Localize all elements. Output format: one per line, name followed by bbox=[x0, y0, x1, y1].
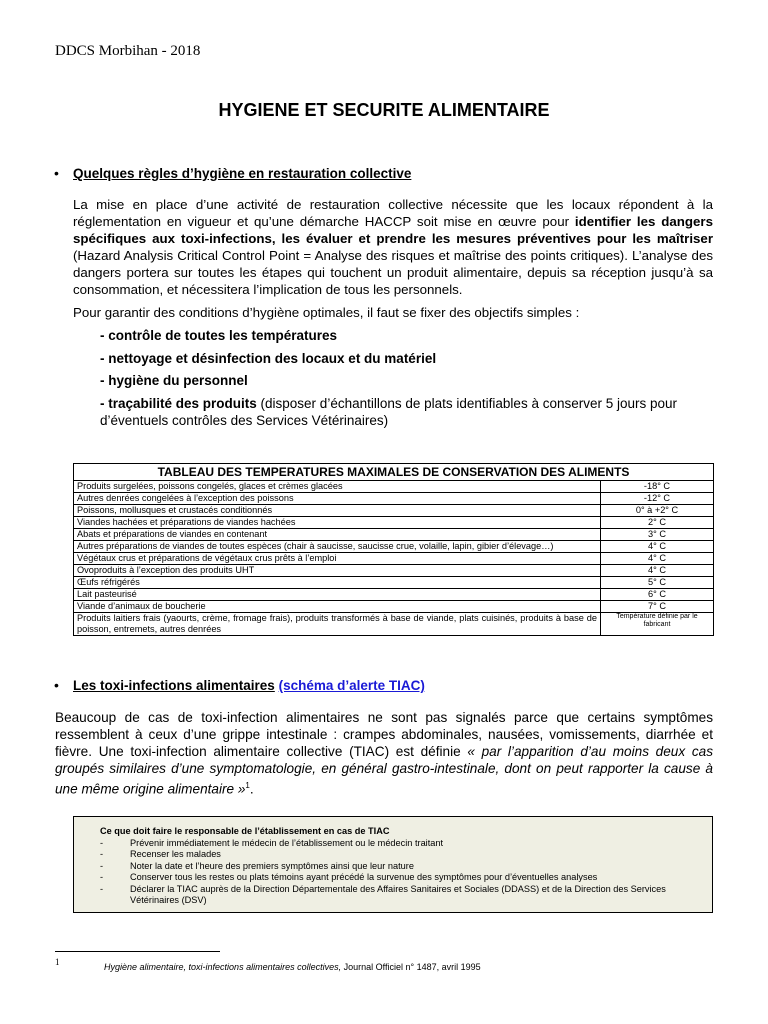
list-item bbox=[100, 884, 707, 907]
table-row bbox=[74, 517, 714, 529]
list-item-text: Noter la date et l’heure des premiers symptômes ainsi que leur nature bbox=[130, 860, 414, 871]
p1-text-c: (Hazard Analysis Critical Control Point = Analyse des risques et maîtrise des points critiques). L’analyse des dangers portera sur toutes les étapes qui touchent un produit alimentaire, depuis sa réception jusqu’à sa consommation, et nécessitera l’implication de tous les personnels. bbox=[73, 248, 713, 297]
dash-marker: - bbox=[100, 849, 104, 859]
tiac-box-title: Ce que doit faire le responsable de l’établissement en cas de TIAC bbox=[100, 826, 390, 836]
table-row bbox=[74, 481, 714, 493]
table-cell-product: Lait pasteurisé bbox=[74, 589, 601, 601]
dash-marker: - bbox=[100, 872, 104, 882]
table-cell-temp: 7° C bbox=[601, 601, 714, 613]
objective-traceability-rest: (disposer d’échantillons de plats identifiables à conserver 5 jours pour d’éventuels contrôles des Services Vétérinaires) bbox=[100, 396, 678, 428]
table-row bbox=[74, 565, 714, 577]
section1-paragraph2: Pour garantir des conditions d’hygiène optimales, il faut se fixer des objectifs simples : bbox=[73, 305, 580, 320]
s2-text-a: Beaucoup de cas de toxi-infection alimentaires ne sont pas signalés parce que certains symptômes ressemblent à ceux d’une grippe intestinale : crampes abdominales, nausées, vomissements, diarrhée et fièvre. Une toxi-infection alimentaire collective (TIAC) est définie bbox=[55, 710, 713, 759]
table-cell-product: Ovoproduits à l’exception des produits UHT bbox=[74, 565, 601, 577]
dash-marker: - bbox=[100, 883, 104, 894]
table-row bbox=[74, 529, 714, 541]
table-cell-product: Végétaux crus et préparations de végétaux crus prêts à l’emploi bbox=[74, 553, 601, 565]
table-cell-product: Viande d’animaux de boucherie bbox=[74, 601, 601, 613]
list-item bbox=[100, 861, 707, 873]
table-cell-temp: 6° C bbox=[601, 589, 714, 601]
s2-text-end: . bbox=[249, 781, 254, 797]
table-cell-product: Autres préparations de viandes de toutes espèces (chair à saucisse, saucisse crue, volaille, lapin, gibier d’élevage…) bbox=[74, 541, 601, 553]
table-cell-temp: Température définie par le fabricant bbox=[601, 613, 714, 636]
table-cell-product: Viandes hachées et préparations de viandes hachées bbox=[74, 517, 601, 529]
objective-cleaning: - nettoyage et désinfection des locaux et du matériel bbox=[100, 351, 437, 366]
table-cell-product: Abats et préparations de viandes en contenant bbox=[74, 529, 601, 541]
table-row bbox=[74, 505, 714, 517]
footnote-ref[interactable]: 1 bbox=[245, 781, 250, 790]
p1-text-a: La mise en place d’une activité de restauration collective nécessite que les locaux répondent à la réglementation en vigueur et qu’une démarche HACCP soit mise en œuvre pour bbox=[73, 197, 713, 229]
table-cell-temp: -12° C bbox=[601, 493, 714, 505]
p1-text-bold: identifier les dangers spécifiques aux toxi-infections, les évaluer et prendre les mesures préventives pour les maîtriser bbox=[73, 214, 713, 246]
table-row bbox=[74, 553, 714, 565]
objective-item bbox=[100, 327, 337, 344]
section1-paragraph1 bbox=[73, 196, 713, 298]
table-row bbox=[74, 493, 714, 505]
table-row bbox=[74, 613, 714, 636]
tiac-procedure-box bbox=[73, 816, 713, 913]
tiac-alert-link[interactable]: (schéma d’alerte TIAC) bbox=[278, 678, 425, 693]
section2-bullet: • bbox=[54, 677, 59, 693]
table-cell-temp: 4° C bbox=[601, 553, 714, 565]
s2-quote: « par l’apparition d’au moins deux cas groupés similaires d’une symptomatologie, en général gastro-intestinale, dont on peut rapporter la cause à une même origine alimentaire » bbox=[55, 744, 713, 797]
list-item-text: Déclarer la TIAC auprès de la Direction Départementale des Affaires Sanitaires et Sociales (DDASS) et de la Direction des Services Vétérinaires (DSV) bbox=[130, 883, 666, 905]
table-cell-temp: 3° C bbox=[601, 529, 714, 541]
list-item bbox=[100, 849, 707, 861]
temperature-table bbox=[73, 463, 714, 636]
table-cell-temp: -18° C bbox=[601, 481, 714, 493]
footnote-source: Journal Officiel n° 1487, avril 1995 bbox=[341, 962, 481, 972]
section1-bullet: • bbox=[54, 165, 59, 181]
table-cell-temp: 4° C bbox=[601, 565, 714, 577]
footnote-number: 1 bbox=[55, 957, 60, 967]
list-item bbox=[100, 838, 707, 850]
section2-heading: Les toxi-infections alimentaires bbox=[73, 678, 275, 693]
footnote-title: Hygiène alimentaire, toxi-infections alimentaires collectives, bbox=[104, 962, 342, 972]
list-item-text: Conserver tous les restes ou plats témoins ayant précédé la survenue des symptômes pour d’éventuelles analyses bbox=[130, 872, 598, 882]
page-title: HYGIENE ET SECURITE ALIMENTAIRE bbox=[218, 100, 550, 120]
table-cell-product: Œufs réfrigérés bbox=[74, 577, 601, 589]
footnote-separator bbox=[55, 951, 220, 952]
table-cell-temp: 4° C bbox=[601, 541, 714, 553]
table-cell-temp: 5° C bbox=[601, 577, 714, 589]
section2-heading-line bbox=[73, 678, 425, 693]
footnote-text bbox=[104, 962, 481, 972]
dash-marker: - bbox=[100, 860, 104, 871]
objective-traceability bbox=[100, 395, 713, 429]
table-row bbox=[74, 541, 714, 553]
table-row bbox=[74, 601, 714, 613]
list-item-text: Recenser les malades bbox=[130, 849, 221, 859]
table-cell-product: Produits laitiers frais (yaourts, crème, fromage frais), produits transformés à base de viande, plats cuisinés, produits à base de poisson, entremets, autres denrées bbox=[74, 613, 601, 636]
objective-temperatures: - contrôle de toutes les températures bbox=[100, 328, 338, 343]
table-cell-temp: 2° C bbox=[601, 517, 714, 529]
dash-marker: - bbox=[100, 837, 104, 848]
table-row bbox=[74, 577, 714, 589]
table-cell-product: Produits surgelées, poissons congelés, glaces et crèmes glacées bbox=[74, 481, 601, 493]
list-item bbox=[100, 872, 707, 884]
section2-paragraph bbox=[55, 709, 713, 798]
objective-item bbox=[100, 372, 248, 389]
section1-heading: Quelques règles d’hygiène en restauration collective bbox=[73, 166, 412, 181]
list-item-text: Prévenir immédiatement le médecin de l’établissement ou le médecin traitant bbox=[130, 837, 444, 848]
table-cell-product: Autres denrées congelées à l’exception des poissons bbox=[74, 493, 601, 505]
table-cell-temp: 0° à +2° C bbox=[601, 505, 714, 517]
table-cell-product: Poissons, mollusques et crustacés conditionnés bbox=[74, 505, 601, 517]
objective-traceability-bold: - traçabilité des produits bbox=[100, 396, 257, 411]
table-row bbox=[74, 589, 714, 601]
objective-item bbox=[100, 350, 436, 367]
page-header: DDCS Morbihan - 2018 bbox=[55, 43, 201, 59]
objective-staff-hygiene: - hygiène du personnel bbox=[100, 373, 248, 388]
table-title: TABLEAU DES TEMPERATURES MAXIMALES DE CONSERVATION DES ALIMENTS bbox=[74, 464, 714, 481]
